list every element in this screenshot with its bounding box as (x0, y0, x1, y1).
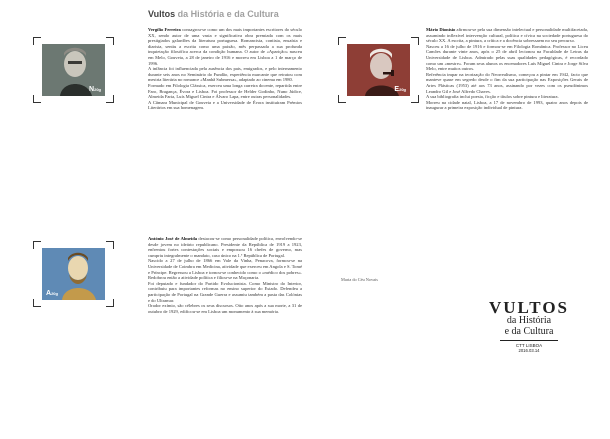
logo-line-historia: da História (506, 315, 552, 326)
logo-date: 2016.03.14 (518, 348, 540, 353)
title-main: Vultos (148, 9, 176, 19)
stamp-value-dionisio: E (394, 86, 400, 93)
page-title (148, 9, 279, 19)
bio-dionisio-p5: Morreu na cidade natal, Lisboa, a 17 de novembro de 1993, quatro anos depois de inaugurar a primeira exposição individual de pintura. (426, 99, 588, 111)
stamp-frame-almeida (33, 241, 114, 307)
bio-dionisio-p3: Referência impar na teorização do Neorrealismo, começou a pintar em 1942, facto que manteve quase em segredo desde o fim da sua participação nas Exposições Gerais de Artes Plásticas (1953) até aos 73 anos, assinando por vezes com os pseudónimos Leandro Gil e José Alfredo Chaves. (426, 71, 588, 94)
stamp-weight-ferreira: 20g (94, 87, 101, 92)
bio-dionisio-p4: A sua bibliografia inclui poesia, ficção e títulos sobre pintura e literatura. (426, 94, 559, 100)
title-sub: da História e da Cultura (175, 9, 279, 19)
bio-almeida (148, 236, 302, 314)
stamp-weight-almeida: 20g (51, 291, 58, 296)
bio-almeida-name: António José de Almeida (148, 236, 197, 241)
bio-dionisio-p2: Nasceu a 16 de julho de 1916 e formou-se em Filologia Românica. Professor no Liceu Camões durante vinte anos, após o 25 de abril lecionou na Faculdade de Letras da Universidade de Lisboa. Admirado pelas suas qualidades pedagógicas, é recordado como um «mestre». Foram seus alunos os encenadores Luís Miguel Cintra e Jorge Silva Melo, entre muitos outros. (426, 43, 588, 72)
bio-ferreira-p3: Formado em Filologia Clássica, exerceu uma longa carreira docente, repartida entre Faro, Bragança, Évora e Lisboa. Foi professor de Helder Godinho, Nuno Júdice, Almeida Faria, Luís Miguel Cintra e Álvaro Lapa, entre outras personalidades. (148, 82, 302, 100)
author-signature: Maria do Céu Novais (341, 277, 378, 282)
logo-divider (500, 340, 558, 341)
bio-ferreira-p4: A Câmara Municipal de Gouveia e a Universidade de Évora instituíram Prémios Literários em sua homenagem. (148, 99, 302, 111)
stamp-almeida (42, 248, 105, 300)
logo-line-vultos: VULTOS (488, 298, 570, 317)
bio-almeida-p2: Nascido a 27 de julho de 1866 em Vale da Vinha, Penacova, formou-se na Universidade de Coimbra em Medicina, atividade que exerceu em Angola e S. Tomé e Príncipe. Regressou a Lisboa e tornou-se conhecido como o «médico dos pobres». Redobrou então a atividade política e filiou-se na Maçonaria. (148, 258, 302, 281)
logo-line-cultura: e da Cultura (504, 326, 554, 337)
bio-dionisio-name: Mário Dionísio (426, 27, 456, 32)
bio-dionisio-p1: Mário Dionísio afirmou-se pela sua dimensão intelectual e personalidade multifacetada, assumindo inflexível intervenção cultural, política e cívica na sociedade portuguesa do século XX. A escrita, a pintura, a crítica e a docência sobressaem no seu percurso. (426, 27, 588, 44)
stamp-weight-dionisio: 20g (399, 87, 406, 92)
stamp-value-almeida: A (46, 290, 52, 297)
bio-ferreira (148, 27, 302, 111)
stamp-frame-dionisio (338, 37, 419, 103)
stamp-value-ferreira: N (89, 86, 95, 93)
stamp-frame-ferreira (33, 37, 114, 103)
bio-dionisio (426, 27, 588, 111)
bio-ferreira-p2: A infância foi influenciada pela ausência dos pais, emigrados, e pelo internamento durante seis anos no Seminário do Fundão, experiência marcante que retratou com mestria literária no romance «Manhã Submersa», adaptado ao cinema em 1980. (148, 66, 302, 83)
bio-almeida-p3: Foi deputado e fundador do Partido Evolucionista. Como Ministro do Interior, contribuiu para importantes reformas no ensino superior do Estado. Defendeu a participação de Portugal na Grande Guerra e assumiu também a pasta das Colónias e do Ultramar. (148, 280, 302, 303)
bio-almeida-p1: António José de Almeida destacou-se como personalidade política, envolvendo-se desde jovem no ideário republicano. Presidente da República de 1919 a 1923, enfrentou fortes contestações sociais e empossou 16 chefes de governo, mas cumpriu integralmente o mandato, caso único na 1.ª República de Portugal. (148, 236, 302, 258)
vultos-logo (484, 300, 574, 353)
stamp-ferreira (42, 44, 105, 96)
bio-almeida-p4: Orador exímio, são célebres os seus discursos. Oito anos após a sua morte, a 31 de outubro de 1929, edificou-se em Lisboa um monumento à sua memória. (148, 303, 302, 314)
bio-ferreira-p1: Vergílio Ferreira consagrou-se como um dos mais importantes escritores do século XX, sendo autor de uma vasta e significativa obra premiada com os mais prestigiados galardões da literatura portuguesa. Romancista, contista, ensaísta e diarista, sentiu a escrita como uma paixão, mês perpassada a sua profunda inquietação filosófica acerca da condição humana. O autor de «Aparição» nasceu em Melo, Gouveia, a 28 de janeiro de 1916 e morreu em Lisboa a 1 de março de 1996. (148, 27, 302, 66)
bio-ferreira-name: Vergílio Ferreira (148, 27, 181, 32)
logo-ctt-lisboa: CTT LISBOA (515, 343, 543, 348)
stamp-dionisio (347, 44, 410, 96)
